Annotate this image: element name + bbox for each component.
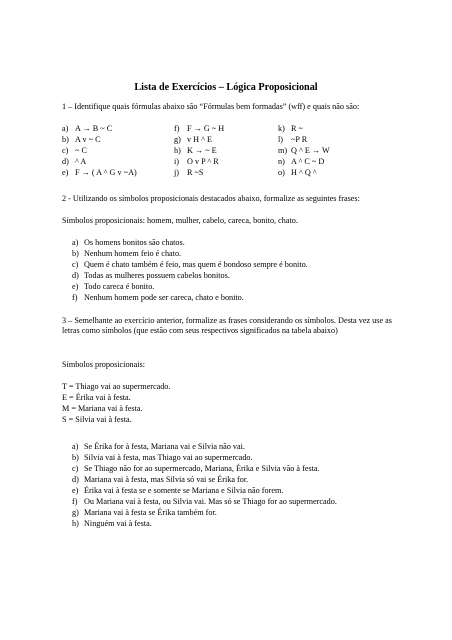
q1-prompt: 1 – Identifique quais fórmulas abaixo são “Fórmulas bem formadas” (wff) e quais não são:	[62, 102, 360, 111]
q1-marker: e)	[62, 168, 69, 177]
symbol-definition: M = Mariana vai à festa.	[62, 404, 143, 413]
q1-marker: k)	[278, 124, 285, 133]
list-text: Todas as mulheres possuem cabelos bonitos.	[84, 271, 230, 280]
q1-marker: j)	[174, 168, 180, 177]
q3-symbols-label: Símbolos proposicionais:	[62, 360, 146, 369]
list-marker: b)	[72, 453, 79, 462]
list-text: Érika vai à festa se e somente se Mariana e Silvia não forem.	[84, 486, 284, 495]
list-text: Ou Mariana vai à festa, ou Silvia vai. Mas só se Thiago for ao supermercado.	[84, 497, 337, 506]
q3-prompt: 3 – Semelhante ao exercício anterior, formalize as frases considerando os símbolos. Desta vez use as letras como símbolos (que estão com seus respectivos significados na tabela abaixo)	[62, 316, 392, 335]
q1-formula: F → G ~ H	[187, 124, 225, 133]
q1-formula: A v ~ C	[75, 135, 101, 144]
q1-marker: m)	[278, 146, 288, 155]
q1-row-3	[62, 146, 402, 157]
q1-formula: ~ C	[75, 146, 87, 155]
symbol-definition: E = Érika vai à festa.	[62, 393, 131, 402]
q1-formula: v H ^ E	[187, 135, 212, 144]
q2-prompt: 2 - Utilizando os símbolos proposicionais destacados abaixo, formalize as seguintes frases:	[62, 194, 360, 203]
list-text: Ninguém vai à festa.	[84, 519, 152, 528]
list-marker: c)	[72, 464, 79, 473]
q1-formula: H ^ Q ^	[291, 168, 317, 177]
q2-symbols: Símbolos proposicionais: homem, mulher, cabelo, careca, bonito, chato.	[62, 216, 298, 225]
q1-row-2	[62, 135, 402, 146]
list-marker: f)	[72, 293, 78, 302]
q1-marker: b)	[62, 135, 69, 144]
q1-marker: o)	[278, 168, 285, 177]
q1-row-4	[62, 157, 402, 168]
q1-marker: i)	[174, 157, 180, 166]
q1-formula: R ~S	[187, 168, 204, 177]
q1-row-1	[62, 124, 402, 135]
q1-formula: R ~	[291, 124, 303, 133]
list-marker: h)	[72, 519, 79, 528]
list-text: Silvia vai à festa, mas Thiago vai ao supermercado.	[84, 453, 253, 462]
q1-formula: A → B ~ C	[75, 124, 113, 133]
q1-row-5	[62, 168, 402, 179]
q1-formula: F → ( A ^ G v ~A)	[75, 168, 137, 177]
page-title: Lista de Exercícios – Lógica Proposicional	[134, 82, 318, 93]
list-text: Se Érika for à festa, Mariana vai e Silvia não vai.	[84, 442, 245, 451]
list-marker: a)	[72, 238, 79, 247]
list-text: Se Thiago não for ao supermercado, Mariana, Érika e Silvia vão à festa.	[84, 464, 320, 473]
q1-marker: h)	[174, 146, 181, 155]
q1-formula: A ^ C ~ D	[291, 157, 325, 166]
list-text: Os homens bonitos são chatos.	[84, 238, 185, 247]
list-text: Nenhum homem pode ser careca, chato e bonito.	[84, 293, 244, 302]
q1-marker: c)	[62, 146, 69, 155]
list-text: Quem é chato também é feio, mas quem é bondoso sempre é bonito.	[84, 260, 308, 269]
list-marker: d)	[72, 271, 79, 280]
q1-formula: ^ A	[75, 157, 87, 166]
list-text: Todo careca é bonito.	[84, 282, 155, 291]
q1-formula: ~P R	[291, 135, 308, 144]
q1-formula: K → ~ E	[187, 146, 217, 155]
list-marker: d)	[72, 475, 79, 484]
q1-formula: O v P ^ R	[187, 157, 219, 166]
q1-marker: l)	[278, 135, 284, 144]
symbol-definition: S = Silvia vai à festa.	[62, 415, 132, 424]
q1-marker: f)	[174, 124, 180, 133]
q1-formula: Q ^ E → W	[291, 146, 330, 155]
list-marker: e)	[72, 486, 79, 495]
q1-marker: a)	[62, 124, 69, 133]
list-marker: e)	[72, 282, 79, 291]
list-marker: g)	[72, 508, 79, 517]
list-text: Mariana vai à festa, mas Silvia só vai se Érika for.	[84, 475, 249, 484]
q1-marker: d)	[62, 157, 69, 166]
list-marker: c)	[72, 260, 79, 269]
list-marker: f)	[72, 497, 78, 506]
list-text: Nenhum homem feio é chato.	[84, 249, 182, 258]
symbol-definition: T = Thiago vai ao supermercado.	[62, 382, 171, 391]
list-text: Mariana vai à festa se Érika também for.	[84, 508, 217, 517]
q1-marker: n)	[278, 157, 285, 166]
list-marker: a)	[72, 442, 79, 451]
q1-marker: g)	[174, 135, 181, 144]
list-marker: b)	[72, 249, 79, 258]
